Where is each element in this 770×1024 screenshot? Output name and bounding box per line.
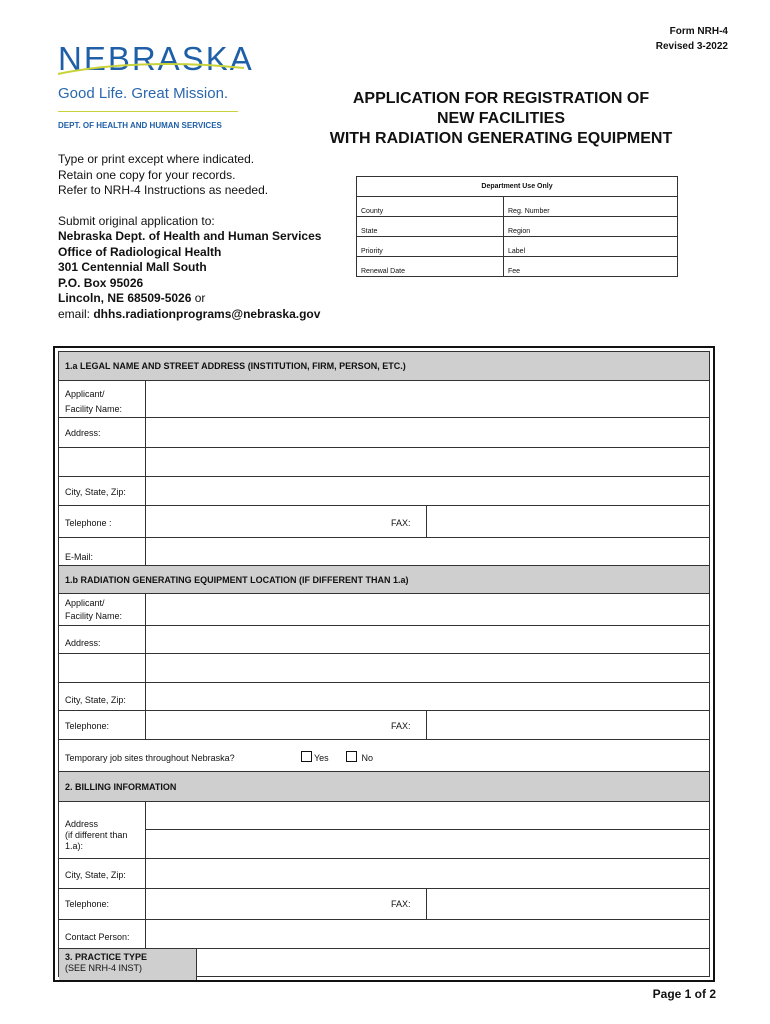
temporary-sites-row — [59, 740, 709, 772]
field-row-applicant-1a — [59, 381, 709, 418]
field-row-address2-1b — [59, 654, 709, 683]
submit-intro: Submit original application to: — [58, 213, 215, 228]
city-state-zip-input[interactable] — [145, 477, 709, 505]
field-row-phone-1b — [59, 711, 709, 740]
title-line-3: WITH RADIATION GENERATING EQUIPMENT — [329, 130, 673, 147]
telephone-input[interactable] — [145, 506, 386, 537]
field-row-billing-city — [59, 859, 709, 889]
telephone-label: Telephone : — [65, 518, 112, 528]
city-label: City, State, Zip: — [65, 695, 126, 705]
email-label: email: — [58, 306, 94, 321]
fax-input[interactable] — [426, 506, 709, 537]
dept-use-field: Region — [504, 217, 678, 237]
logo-dept: DEPT. OF HEALTH AND HUMAN SERVICES — [58, 121, 222, 130]
field-row-applicant-1b — [59, 594, 709, 626]
dept-use-field: Priority — [357, 237, 504, 257]
address-line-1-input[interactable] — [145, 418, 709, 447]
billing-fax-input[interactable] — [426, 889, 709, 919]
city-label: City, State, Zip: — [65, 487, 126, 497]
field-row-address-1b — [59, 626, 709, 654]
location-fax-input[interactable] — [426, 711, 709, 739]
yes-label: Yes — [314, 753, 329, 763]
temporary-sites-question: Temporary job sites throughout Nebraska? — [65, 753, 235, 763]
applicant-label: Applicant/ Facility Name: — [65, 389, 123, 414]
no-option[interactable] — [346, 751, 373, 763]
logo-swoosh-icon — [56, 58, 246, 78]
submit-city: Lincoln, NE 68509-5026 — [58, 291, 192, 305]
department-use-box — [356, 176, 678, 277]
logo-divider — [58, 111, 238, 112]
billing-telephone-input[interactable] — [145, 889, 386, 919]
location-address-2-input[interactable] — [145, 654, 709, 682]
submit-email-link[interactable]: dhhs.radiationprograms@nebraska.gov — [93, 306, 321, 321]
email-input[interactable] — [145, 538, 709, 565]
submit-line: 301 Centennial Mall South — [58, 260, 207, 274]
contact-person-input[interactable] — [145, 920, 709, 948]
title-line-1: APPLICATION FOR REGISTRATION OF — [352, 90, 650, 107]
contact-label: Contact Person: — [65, 932, 130, 942]
application-form — [53, 346, 715, 982]
instructions — [58, 152, 321, 322]
section-3-sub: (SEE NRH-4 INST) — [65, 963, 143, 973]
section-2-header — [59, 772, 709, 802]
yes-checkbox[interactable] — [301, 751, 312, 762]
billing-address-label: Address (if different than 1.a): — [65, 819, 128, 851]
page-number: Page 1 of 2 — [652, 987, 716, 1001]
section-2-title: 2. BILLING INFORMATION — [65, 782, 177, 792]
location-city-input[interactable] — [145, 683, 709, 710]
section-3-row — [59, 949, 709, 980]
telephone-label: Telephone: — [65, 721, 110, 731]
nebraska-logo-wordmark: NEBRASKA — [58, 40, 254, 77]
no-label: No — [361, 753, 374, 763]
title-line-2: NEW FACILITIES — [437, 110, 565, 127]
fax-label: FAX: — [391, 518, 411, 528]
instruction-line: Refer to NRH-4 Instructions as needed. — [58, 183, 269, 197]
city-label: City, State, Zip: — [65, 870, 126, 880]
address-label: Address: — [65, 638, 101, 648]
section-3-header — [59, 949, 196, 980]
form-id: Form NRH-4 — [669, 26, 728, 37]
submit-or: or — [191, 291, 206, 305]
dept-use-header: Department Use Only — [481, 182, 553, 190]
section-1a-header — [59, 352, 709, 381]
revised-date: Revised 3-2022 — [655, 41, 728, 52]
field-row-city-1a — [59, 477, 709, 506]
dept-use-field: Fee — [504, 257, 678, 277]
submit-line: Nebraska Dept. of Health and Human Services — [58, 229, 322, 243]
yes-option[interactable] — [301, 751, 329, 763]
logo-tagline: Good Life. Great Mission. — [58, 85, 229, 102]
page-title — [300, 89, 702, 149]
email-field-label: E-Mail: — [65, 552, 94, 562]
applicant-name-input[interactable] — [145, 381, 709, 417]
section-1a-title: 1.a LEGAL NAME AND STREET ADDRESS (INSTITUTION, FIRM, PERSON, ETC.) — [65, 361, 406, 371]
field-row-address-1a — [59, 418, 709, 448]
practice-type-input[interactable] — [196, 949, 709, 980]
applicant-label: Applicant/ Facility Name: — [65, 598, 123, 621]
submit-line: P.O. Box 95026 — [58, 275, 144, 290]
dept-use-field: Renewal Date — [357, 257, 504, 277]
billing-address-1-input[interactable] — [145, 802, 709, 830]
field-row-billing-phone — [59, 889, 709, 920]
submit-line: Office of Radiological Health — [58, 244, 222, 259]
location-address-1-input[interactable] — [145, 626, 709, 653]
section-1b-title: 1.b RADIATION GENERATING EQUIPMENT LOCATION (IF DIFFERENT THAN 1.a) — [65, 575, 409, 585]
field-row-billing-address — [59, 802, 709, 859]
fax-label: FAX: — [391, 721, 411, 731]
no-checkbox[interactable] — [346, 751, 357, 762]
dept-use-field: County — [357, 197, 504, 217]
billing-city-input[interactable] — [145, 859, 709, 888]
section-3-title: 3. PRACTICE TYPE — [65, 952, 148, 962]
field-row-address2-1a — [59, 448, 709, 477]
address-label: Address: — [65, 428, 101, 438]
dept-use-field: State — [357, 217, 504, 237]
fax-label: FAX: — [391, 899, 411, 909]
dept-use-field: Label — [504, 237, 678, 257]
location-telephone-input[interactable] — [145, 711, 386, 739]
field-row-email-1a — [59, 538, 709, 566]
address-line-2-input[interactable] — [145, 448, 709, 476]
dept-use-field: Reg. Number — [504, 197, 678, 217]
instruction-line: Retain one copy for your records. — [58, 167, 236, 182]
field-row-city-1b — [59, 683, 709, 711]
location-name-input[interactable] — [145, 594, 709, 625]
form-id-block — [656, 24, 728, 54]
billing-address-2-input[interactable] — [145, 830, 709, 858]
section-1b-header — [59, 566, 709, 594]
telephone-label: Telephone: — [65, 899, 110, 909]
instruction-line: Type or print except where indicated. — [58, 152, 255, 166]
field-row-contact — [59, 920, 709, 949]
field-row-phone-1a — [59, 506, 709, 538]
